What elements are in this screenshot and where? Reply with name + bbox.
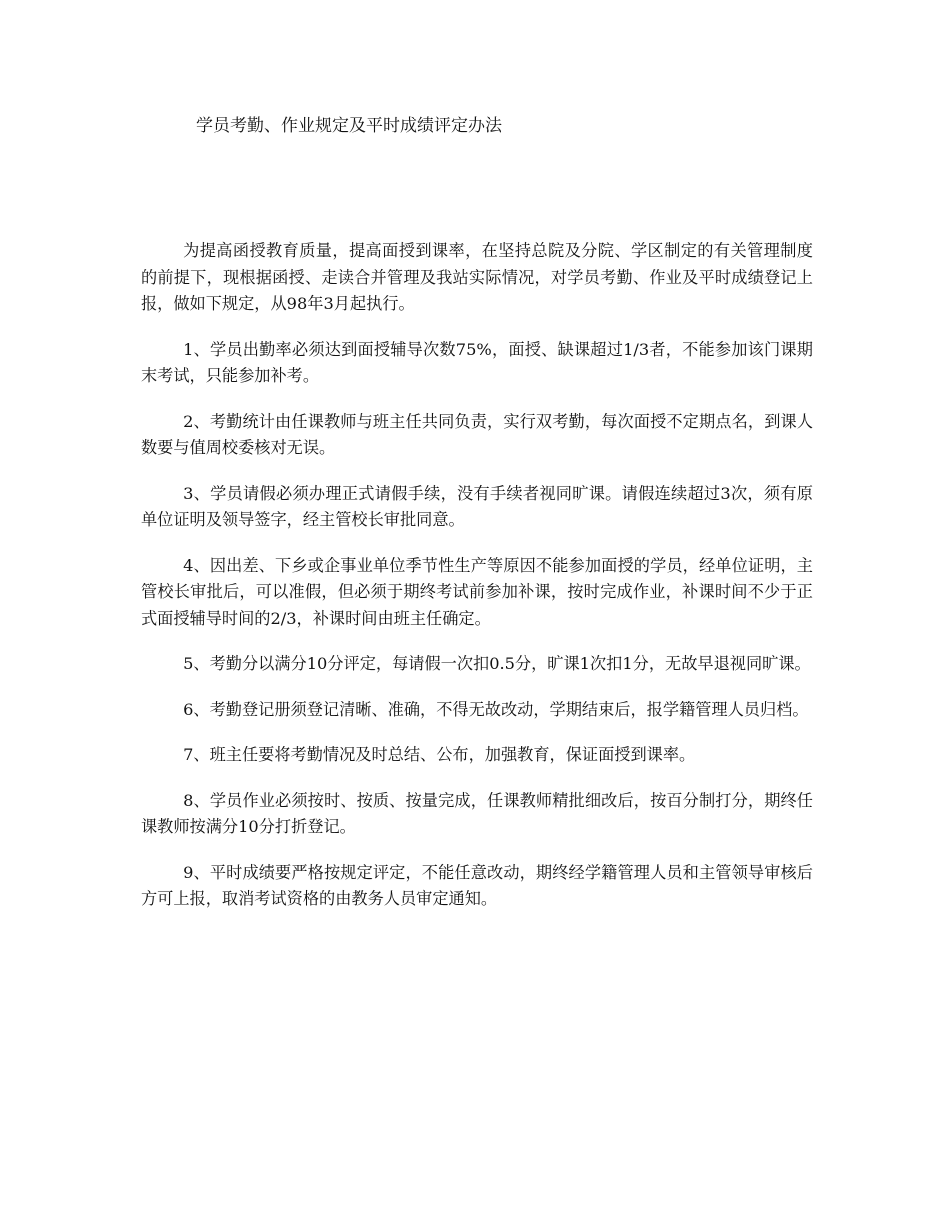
rule-paragraph-3: 3、学员请假必须办理正式请假手续，没有手续者视同旷课。请假连续超过3次，须有原单位证明及领导签字，经主管校长审批同意。 [141,483,813,529]
rule-paragraph-6: 6、考勤登记册须登记清晰、准确，不得无故改动，学期结束后，报学籍管理人员归档。 [183,699,809,719]
intro-paragraph: 为提高函授教育质量，提高面授到课率，在坚持总院及分院、学区制定的有关管理制度的前提下，现根据函授、走读合并管理及我站实际情况，对学员考勤、作业及平时成绩登记上报，做如下规定，从98年3月起执行。 [141,241,813,313]
rule-paragraph-1: 1、学员出勤率必须达到面授辅导次数75%，面授、缺课超过1/3者，不能参加该门课期末考试，只能参加补考。 [141,339,813,385]
document-title: 学员考勤、作业规定及平时成绩评定办法 [196,116,502,136]
rule-paragraph-4: 4、因出差、下乡或企事业单位季节性生产等原因不能参加面授的学员，经单位证明，主管校长审批后，可以准假，但必须于期终考试前参加补课，按时完成作业，补课时间不少于正式面授辅导时间的2/3，补课时间由班主任确定。 [141,555,813,628]
rule-paragraph-8: 8、学员作业必须按时、按质、按量完成，任课教师精批细改后，按百分制打分，期终任课教师按满分10分打折登记。 [141,790,813,836]
rule-paragraph-5: 5、考勤分以满分10分评定，每请假一次扣0.5分，旷课1次扣1分，无故早退视同旷课。 [183,654,811,673]
rule-paragraph-2: 2、考勤统计由任课教师与班主任共同负责，实行双考勤，每次面授不定期点名，到课人数要与值周校委核对无误。 [141,411,813,457]
rule-paragraph-7: 7、班主任要将考勤情况及时总结、公布，加强教育，保证面授到课率。 [183,745,696,764]
document-body [141,238,813,932]
rule-paragraph-9: 9、平时成绩要严格按规定评定，不能任意改动，期终经学籍管理人员和主管领导审核后方可上报，取消考试资格的由教务人员审定通知。 [141,862,813,908]
